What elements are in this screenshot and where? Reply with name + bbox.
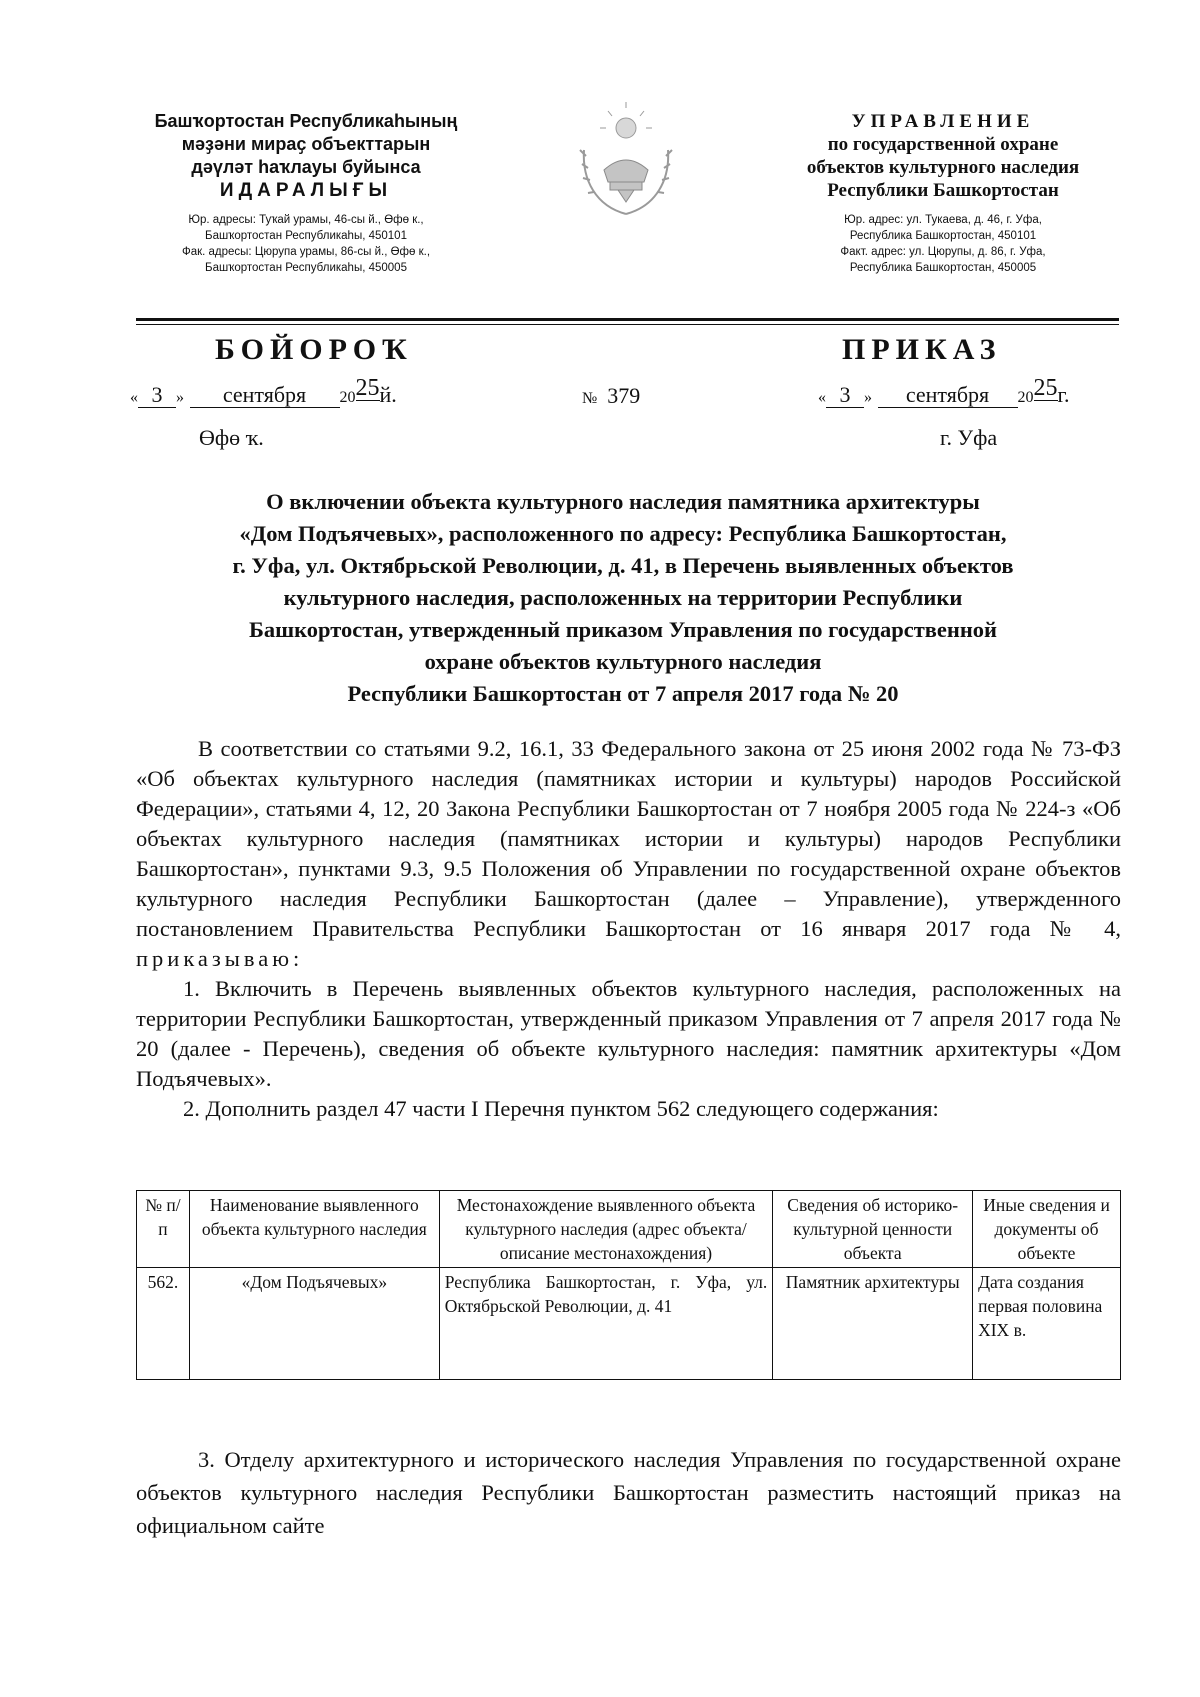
header-right-org: УПРАВЛЕНИЕ <box>851 111 1035 132</box>
number-value: 379 <box>607 383 641 408</box>
date-day: 3 <box>138 383 176 408</box>
address-line: Республика Башкортостан, 450005 <box>849 262 1037 274</box>
table-row <box>137 1268 1121 1380</box>
header-left-address <box>120 212 492 276</box>
coat-of-arms-emblem <box>574 98 678 222</box>
header-right-address <box>765 212 1121 276</box>
address-line: Башҡортостан Республикаһы, 450005 <box>205 262 407 274</box>
heritage-table <box>136 1190 1121 1380</box>
date-month: сентября <box>190 383 340 408</box>
title-line: Башкортостан, утвержденный приказом Управления по государственной <box>248 617 998 642</box>
title-line: Республики Башкортостан от 7 апреля 2017 года № 20 <box>347 681 899 706</box>
header-cell-number: № п/п <box>137 1191 190 1268</box>
header-divider-thin <box>136 324 1119 325</box>
order-date-left <box>130 375 397 408</box>
header-cell-name: Наименование выявленного объекта культурного наследия <box>189 1191 439 1268</box>
order-date-right <box>818 375 1070 408</box>
date-day: 3 <box>826 383 864 408</box>
title-line: г. Уфа, ул. Октябрьской Революции, д. 41, в Перечень выявленных объектов <box>232 553 1014 578</box>
header-left-org: ИДАРАЛЫҒЫ <box>219 180 393 201</box>
header-cell-other: Иные сведения и документы об объекте <box>973 1191 1121 1268</box>
table-header-row <box>137 1191 1121 1268</box>
title-line: О включении объекта культурного наследия памятника архитектуры <box>266 489 980 514</box>
header-divider-thick <box>136 318 1119 321</box>
address-line: Фак. адресы: Цюрупа урамы, 86-сы й., Өфө к., <box>181 246 431 258</box>
year-suffix: 25 <box>1033 375 1058 401</box>
quote-close: » <box>864 389 872 406</box>
year-prefix: 20 <box>339 389 356 406</box>
preamble-text: В соответствии со статьями 9.2, 16.1, 33 Федерального закона от 25 июня 2002 года № 73-ФЗ «Об объектах культурного наследия (памятниках истории и культуры) народов Российской Федерации», статьями 4, 12, 20 Закона Республики Башкортостан от 7 ноября 2005 года № 224-з «Об объектах культурного наследия (памятниках истории и культуры) народов Республики Башкортостан», пунктами 9.3, 9.5 Положения об Управлении по государственной охране объектов культурного наследия Республики Башкортостан (далее – Управление), утвержденного постановлением Правительства Республики Башкортостан от 16 января 2017 года № 4, <box>136 736 1121 941</box>
document-body <box>136 734 1121 1124</box>
address-line: Юр. адресы: Туҡай урамы, 46-сы й., Өфө к., <box>188 214 424 226</box>
cell-location: Республика Башкортостан, г. Уфа, ул. Октябрьской Революции, д. 41 <box>439 1268 773 1380</box>
command-word: приказываю: <box>136 946 304 971</box>
header-left-line-1: Башҡортостан Республикаһының <box>154 111 458 131</box>
order-title-bashkir: БОЙОРОҠ <box>215 333 413 366</box>
title-line: «Дом Подъячевых», расположенного по адресу: Республика Башкортостан, <box>239 521 1007 546</box>
year-unit: г. <box>1057 382 1070 407</box>
number-sign: № <box>582 390 598 407</box>
header-left-line-2: мәҙәни мираҫ объекттарын <box>181 134 431 154</box>
year-unit: й. <box>379 382 397 407</box>
header-left-line-3: дәүләт һаҡлауы буйынса <box>191 157 421 177</box>
header-right-line-1: по государственной охране <box>827 134 1059 155</box>
document-title <box>140 486 1106 710</box>
year-prefix: 20 <box>1017 389 1034 406</box>
header-cell-value: Сведения об историко-культурной ценности объекта <box>773 1191 973 1268</box>
header-right <box>765 110 1121 276</box>
address-line: Башҡортостан Республикаһы, 450101 <box>205 230 407 242</box>
title-line: охране объектов культурного наследия <box>424 649 822 674</box>
item-3-text: 3. Отделу архитектурного и исторического наследия Управления по государственной охране объектов культурного наследия Республики Башкортостан разместить настоящий приказ на официальном сайте <box>136 1447 1121 1538</box>
header-right-line-2: объектов культурного наследия <box>806 157 1080 178</box>
paragraph-item-1: 1. Включить в Перечень выявленных объектов культурного наследия, расположенных на территории Республики Башкортостан, утвержденный приказом Управления от 7 апреля 2017 года № 20 (далее - Перечень), сведения об объекте культурного наследия: памятник архитектуры «Дом Подъячевых». <box>136 976 1121 1091</box>
paragraph-item-3 <box>136 1443 1121 1542</box>
order-title-russian: ПРИКАЗ <box>842 333 1002 366</box>
header-cell-location: Местонахождение выявленного объекта культурного наследия (адрес объекта/описание местонахождения) <box>439 1191 773 1268</box>
address-line: Факт. адрес: ул. Цюрупы, д. 86, г. Уфа, <box>840 246 1046 258</box>
cell-name: «Дом Подъячевых» <box>189 1268 439 1380</box>
order-number <box>582 383 640 409</box>
year-suffix: 25 <box>355 375 380 401</box>
quote-open: « <box>130 389 138 406</box>
quote-open: « <box>818 389 826 406</box>
cell-number: 562. <box>137 1268 190 1380</box>
quote-close: » <box>176 389 184 406</box>
city-bashkir: Өфө ҡ. <box>199 425 264 450</box>
cell-value: Памятник архитектуры <box>773 1268 973 1380</box>
paragraph-item-2: 2. Дополнить раздел 47 части I Перечня пунктом 562 следующего содержания: <box>183 1096 939 1121</box>
address-line: Республика Башкортостан, 450101 <box>849 230 1037 242</box>
header-right-line-3: Республики Башкортостан <box>827 180 1059 201</box>
header-left <box>120 110 492 276</box>
date-month: сентября <box>878 383 1018 408</box>
address-line: Юр. адрес: ул. Тукаева, д. 46, г. Уфа, <box>844 214 1042 226</box>
city-russian: г. Уфа <box>940 425 998 450</box>
paragraph-preamble <box>136 734 1121 974</box>
cell-other: Дата создания первая половина XIX в. <box>973 1268 1121 1380</box>
title-line: культурного наследия, расположенных на территории Республики <box>283 585 963 610</box>
